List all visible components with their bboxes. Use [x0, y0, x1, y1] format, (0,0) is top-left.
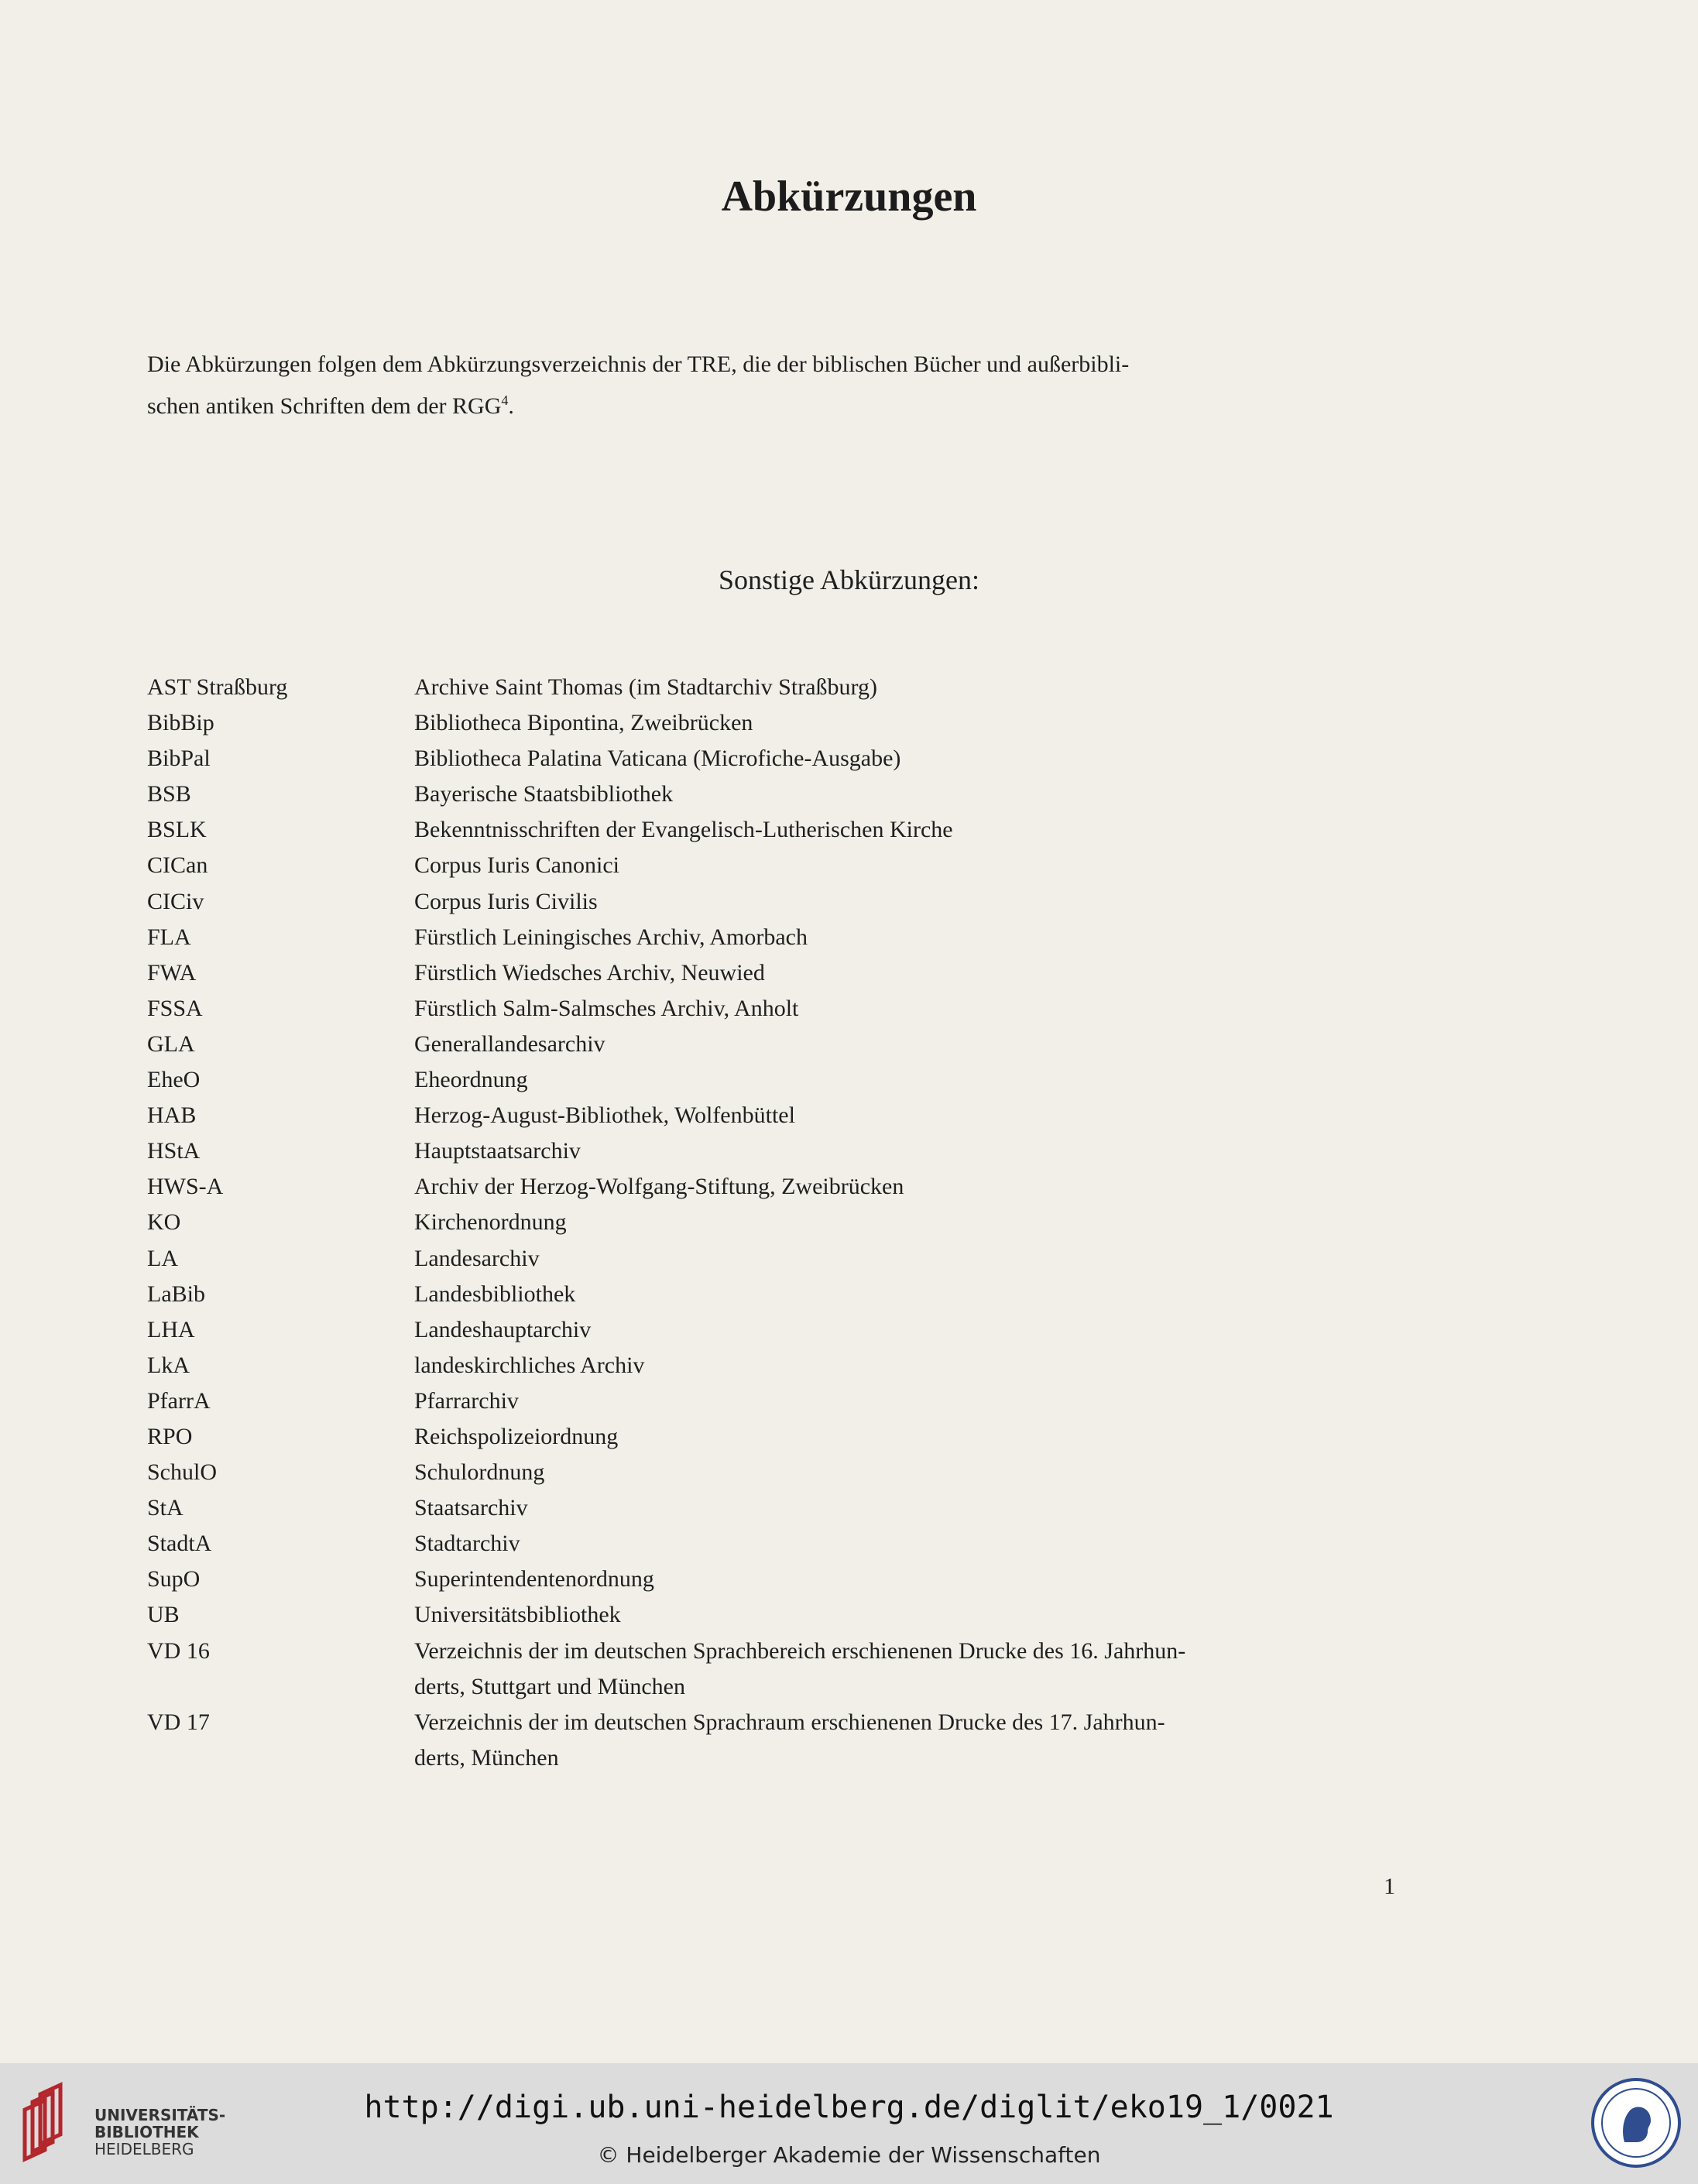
abbreviation-expansion	[414, 1312, 1395, 1348]
copyright-notice: © Heidelberger Akademie der Wissenschaften	[597, 2142, 1101, 2168]
abbreviation-key: HStA	[147, 1138, 201, 1164]
abbreviation-key: LA	[147, 1245, 178, 1271]
expansion-line: Landeshauptarchiv	[414, 1316, 592, 1342]
expansion-line: Bekenntnisschriften der Evangelisch-Lutherischen Kirche	[414, 817, 953, 843]
abbreviation-key: HWS-A	[147, 1174, 224, 1200]
abbreviation-row	[147, 1634, 1395, 1705]
abbreviation-expansion	[414, 1705, 1395, 1776]
abbreviation-row	[147, 1705, 1395, 1776]
abbreviation-key: HAB	[147, 1102, 197, 1129]
abbreviation-expansion	[414, 1562, 1395, 1597]
abbreviation-key: BibPal	[147, 746, 211, 772]
abbreviation-key: FWA	[147, 959, 197, 986]
expansion-line: Archive Saint Thomas (im Stadtarchiv Straßburg)	[414, 674, 877, 700]
abbreviation-row	[147, 1562, 1395, 1597]
intro-line-2	[147, 382, 1395, 424]
expansion-line: Verzeichnis der im deutschen Sprachraum erschienenen Drucke des 17. Jahrhun-	[414, 1709, 1165, 1735]
permalink-url[interactable]: http://digi.ub.uni-heidelberg.de/diglit/eko19_1/0021	[364, 2090, 1334, 2125]
abbreviation-expansion	[414, 1098, 1395, 1133]
abbreviation-key: PfarrA	[147, 1387, 211, 1414]
abbreviation-row	[147, 1062, 1395, 1098]
abbreviation-expansion	[414, 1455, 1395, 1490]
abbreviation-key: LHA	[147, 1316, 195, 1342]
expansion-line: Reichspolizeiordnung	[414, 1423, 619, 1449]
expansion-line: Bayerische Staatsbibliothek	[414, 781, 674, 807]
expansion-line: Pfarrarchiv	[414, 1387, 519, 1414]
abbreviation-expansion	[414, 1133, 1395, 1169]
expansion-line: Fürstlich Wiedsches Archiv, Neuwied	[414, 959, 765, 986]
expansion-line: Verzeichnis der im deutschen Sprachbereich erschienenen Drucke des 16. Jahrhun-	[414, 1637, 1186, 1664]
abbreviation-expansion	[414, 1062, 1395, 1098]
abbreviation-key: StadtA	[147, 1531, 212, 1557]
expansion-line: Universitätsbibliothek	[414, 1602, 621, 1628]
abbreviation-key: BSB	[147, 781, 191, 807]
abbreviation-row	[147, 1597, 1395, 1633]
expansion-line: Generallandesarchiv	[414, 1030, 605, 1057]
abbreviation-row	[147, 884, 1395, 920]
abbreviation-expansion	[414, 705, 1395, 741]
expansion-line: Kirchenordnung	[414, 1209, 567, 1236]
abbreviation-expansion	[414, 1526, 1395, 1562]
abbreviation-key: CICan	[147, 852, 208, 879]
abbreviation-expansion	[414, 884, 1395, 920]
logo-line-3: HEIDELBERG	[94, 2140, 194, 2158]
expansion-line: Hauptstaatsarchiv	[414, 1138, 581, 1164]
abbreviation-expansion	[414, 1027, 1395, 1062]
abbreviation-row	[147, 1241, 1395, 1277]
abbreviation-expansion	[414, 741, 1395, 777]
abbreviation-expansion	[414, 777, 1395, 812]
expansion-line: Fürstlich Salm-Salmsches Archiv, Anholt	[414, 995, 799, 1021]
expansion-line: Staatsarchiv	[414, 1495, 528, 1521]
abbreviation-row	[147, 670, 1395, 705]
abbreviation-expansion	[414, 1241, 1395, 1277]
abbreviation-expansion	[414, 670, 1395, 705]
expansion-line: Stadtarchiv	[414, 1531, 520, 1557]
abbreviation-expansion	[414, 812, 1395, 848]
abbreviation-expansion	[414, 1169, 1395, 1205]
expansion-line: Herzog-August-Bibliothek, Wolfenbüttel	[414, 1102, 795, 1129]
abbreviation-key: AST Straßburg	[147, 674, 288, 700]
abbreviation-row	[147, 1277, 1395, 1312]
expansion-line: Archiv der Herzog-Wolfgang-Stiftung, Zweibrücken	[414, 1174, 904, 1200]
abbreviation-row	[147, 1383, 1395, 1419]
abbreviation-key: GLA	[147, 1030, 195, 1057]
abbreviation-key: FLA	[147, 924, 191, 950]
abbreviation-row	[147, 1133, 1395, 1169]
expansion-line: Landesarchiv	[414, 1245, 540, 1271]
expansion-line: Landesbibliothek	[414, 1281, 576, 1307]
abbreviation-row	[147, 1312, 1395, 1348]
abbreviation-key: UB	[147, 1602, 180, 1628]
abbreviation-expansion	[414, 1597, 1395, 1633]
intro-superscript: 4	[501, 393, 509, 408]
abbreviation-row	[147, 848, 1395, 883]
abbreviation-row	[147, 1098, 1395, 1133]
abbreviation-row	[147, 1526, 1395, 1562]
abbreviation-expansion	[414, 991, 1395, 1027]
section-subtitle: Sonstige Abkürzungen:	[719, 564, 979, 595]
intro-line-1: Die Abkürzungen folgen dem Abkürzungsverzeichnis der TRE, die der biblischen Bücher und außerbibli-	[147, 351, 1130, 377]
abbreviation-key: VD 17	[147, 1709, 210, 1735]
abbreviation-row	[147, 1205, 1395, 1240]
abbreviation-row	[147, 812, 1395, 848]
abbreviation-key: EheO	[147, 1067, 201, 1093]
intro-line-2-text: schen antiken Schriften dem der RGG	[147, 393, 502, 419]
abbreviation-row	[147, 1455, 1395, 1490]
expansion-line: Corpus Iuris Canonici	[414, 852, 619, 879]
abbreviation-expansion	[414, 1348, 1395, 1383]
academy-seal-icon[interactable]	[1590, 2077, 1682, 2169]
expansion-line: Bibliotheca Palatina Vaticana (Microfiche-Ausgabe)	[414, 746, 901, 772]
abbreviation-expansion	[414, 955, 1395, 991]
abbreviation-key: LkA	[147, 1352, 190, 1378]
abbreviation-expansion	[414, 920, 1395, 955]
expansion-line-continued: derts, Stuttgart und München	[414, 1673, 685, 1699]
abbreviation-key: FSSA	[147, 995, 203, 1021]
abbreviation-key: CICiv	[147, 888, 204, 914]
abbreviation-row	[147, 1027, 1395, 1062]
intro-paragraph	[147, 347, 1395, 424]
abbreviation-row	[147, 777, 1395, 812]
abbreviation-row	[147, 991, 1395, 1027]
abbreviation-list	[147, 670, 1395, 1776]
abbreviation-expansion	[414, 1490, 1395, 1526]
page-title: Abkürzungen	[721, 173, 977, 221]
expansion-line: Superintendentenordnung	[414, 1566, 654, 1593]
expansion-line: Corpus Iuris Civilis	[414, 888, 598, 914]
abbreviation-row	[147, 741, 1395, 777]
abbreviation-key: RPO	[147, 1423, 193, 1449]
abbreviation-key: BSLK	[147, 817, 207, 843]
expansion-line: Schulordnung	[414, 1459, 545, 1486]
abbreviation-key: BibBip	[147, 710, 214, 736]
abbreviation-row	[147, 1169, 1395, 1205]
expansion-line-continued: derts, München	[414, 1744, 559, 1771]
abbreviation-expansion	[414, 1419, 1395, 1455]
abbreviation-row	[147, 1348, 1395, 1383]
abbreviation-expansion	[414, 1277, 1395, 1312]
logo-line-1: UNIVERSITÄTS-	[94, 2106, 226, 2124]
abbreviation-row	[147, 955, 1395, 991]
footer-bar	[0, 2063, 1698, 2184]
page-number: 1	[1384, 1874, 1395, 1899]
expansion-line: Fürstlich Leiningisches Archiv, Amorbach	[414, 924, 808, 950]
abbreviation-row	[147, 1419, 1395, 1455]
abbreviation-key: KO	[147, 1209, 181, 1236]
abbreviation-key: SchulO	[147, 1459, 217, 1486]
abbreviation-key: VD 16	[147, 1637, 210, 1664]
abbreviation-row	[147, 920, 1395, 955]
abbreviation-expansion	[414, 1634, 1395, 1705]
abbreviation-key: SupO	[147, 1566, 201, 1593]
abbreviation-row	[147, 705, 1395, 741]
abbreviation-row	[147, 1490, 1395, 1526]
expansion-line: Eheordnung	[414, 1067, 528, 1093]
expansion-line: landeskirchliches Archiv	[414, 1352, 645, 1378]
abbreviation-expansion	[414, 1383, 1395, 1419]
intro-line-2-end: .	[508, 393, 514, 419]
abbreviation-key: LaBib	[147, 1281, 205, 1307]
abbreviation-expansion	[414, 1205, 1395, 1240]
abbreviation-expansion	[414, 848, 1395, 883]
expansion-line: Bibliotheca Bipontina, Zweibrücken	[414, 710, 753, 736]
logo-line-2: BIBLIOTHEK	[94, 2123, 199, 2141]
abbreviation-key: StA	[147, 1495, 184, 1521]
